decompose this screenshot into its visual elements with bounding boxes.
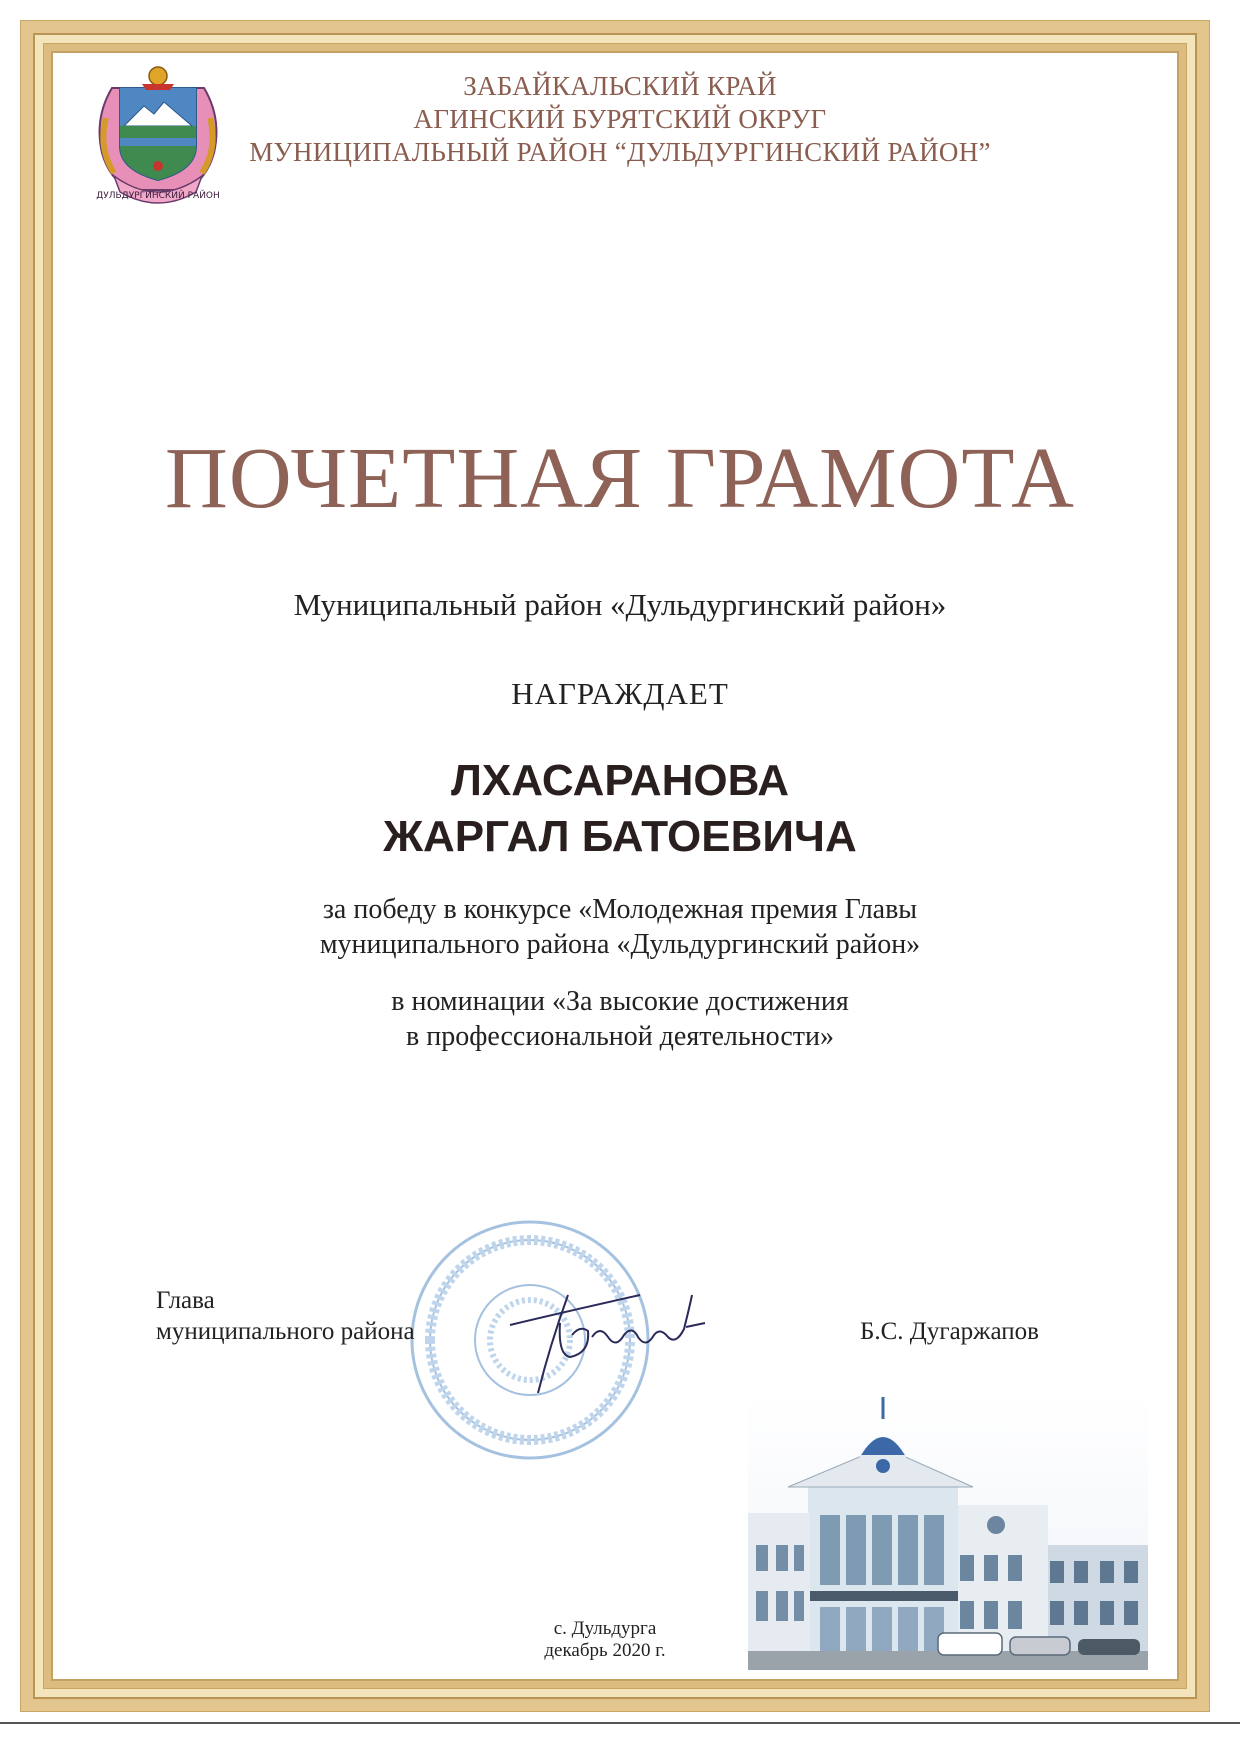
scan-edge-line: [0, 1722, 1240, 1724]
awards-word: НАГРАЖДАЕТ: [511, 676, 729, 711]
reason-line-1: за победу в конкурсе «Молодежная премия Главы: [322, 894, 918, 925]
header-line-1: ЗАБАЙКАЛЬСКИЙ КРАЙ: [463, 71, 777, 101]
header-line-3: МУНИЦИПАЛЬНЫЙ РАЙОН “ДУЛЬДУРГИНСКИЙ РАЙОН”: [249, 137, 991, 167]
place-and-date: [500, 1618, 710, 1662]
signer-position-line-1: Глава: [156, 1287, 215, 1314]
award-reason: [100, 892, 1140, 962]
header-line-2: АГИНСКИЙ БУРЯТСКИЙ ОКРУГ: [413, 104, 827, 134]
signer-position: [156, 1285, 496, 1347]
issuer-line: Муниципальный район «Дульдургинский район»: [293, 587, 947, 622]
issue-place: с. Дульдурга: [553, 1618, 657, 1639]
signer-name: Б.С. Дугаржапов: [860, 1318, 1039, 1345]
award-nomination: [100, 984, 1140, 1054]
reason-line-2: муниципального района «Дульдургинский район»: [319, 929, 921, 960]
administration-building-photo: [748, 1395, 1148, 1670]
recipient-name: [100, 753, 1140, 865]
signer-position-line-2: муниципального района: [156, 1318, 415, 1345]
coat-of-arms-icon: [84, 58, 232, 208]
recipient-surname: ЛХАСАРАНОВА: [451, 756, 789, 805]
recipient-given-names: ЖАРГАЛ БАТОЕВИЧА: [383, 812, 857, 861]
issue-date: декабрь 2020 г.: [544, 1640, 666, 1661]
certificate-title: ПОЧЕТНАЯ ГРАМОТА: [165, 429, 1075, 526]
region-header: [220, 70, 1020, 169]
nomination-line-1: в номинации «За высокие достижения: [391, 986, 849, 1017]
emblem-ribbon-text: ДУЛЬДУРГИНСКИЙ РАЙОН: [96, 191, 220, 201]
nomination-line-2: в профессиональной деятельности»: [406, 1021, 834, 1052]
handwritten-signature-icon: [500, 1265, 730, 1395]
